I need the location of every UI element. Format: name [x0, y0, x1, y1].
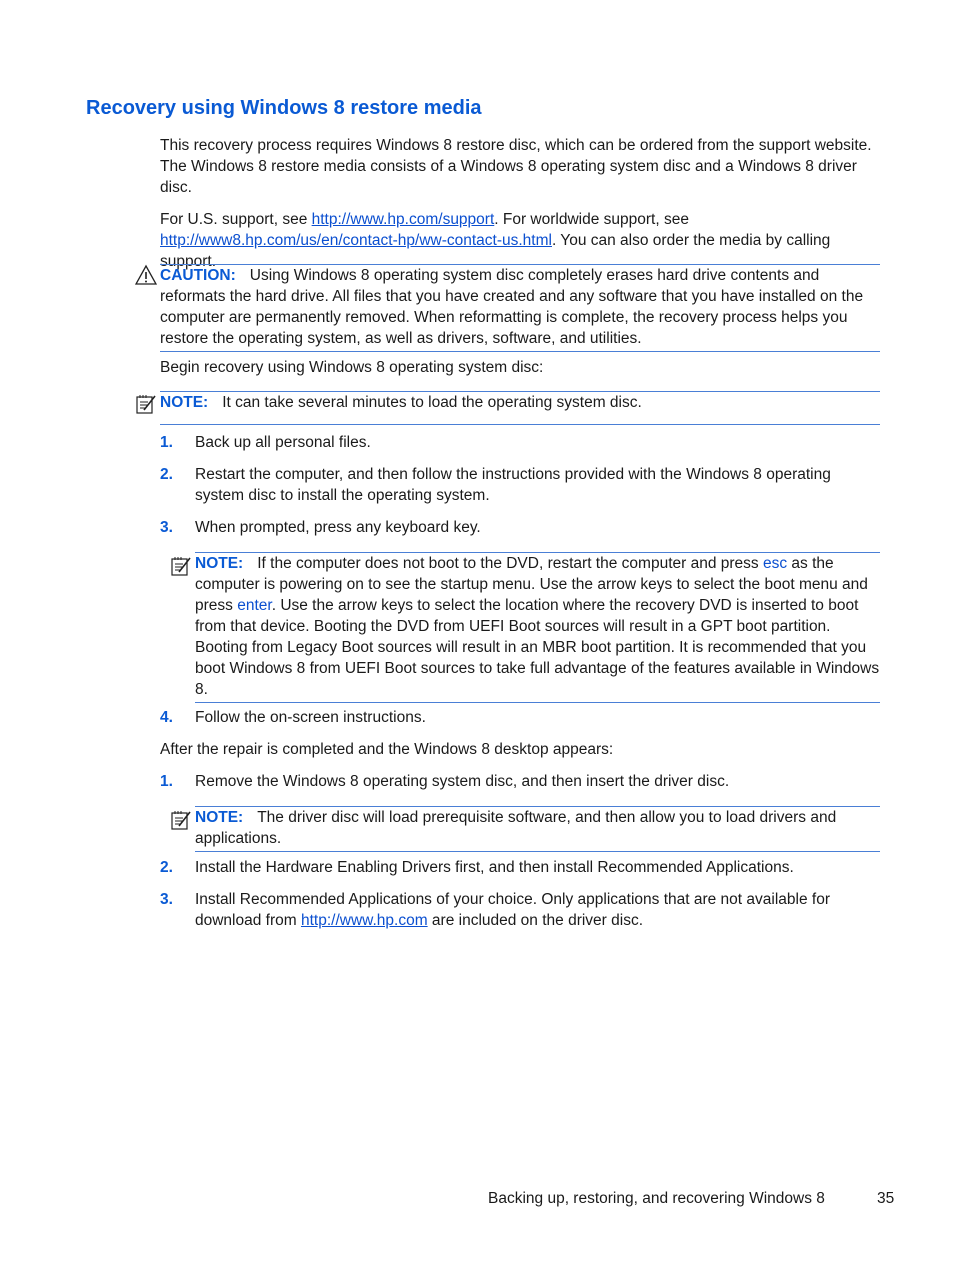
hp-link[interactable]: http://www.hp.com — [300, 912, 428, 929]
list-item — [160, 889, 880, 931]
note-box-1 — [160, 391, 880, 425]
note-text: The driver disc will load prerequisite software, and then allow you to load drivers and applications. — [195, 809, 837, 847]
begin-paragraph: Begin recovery using Windows 8 operating system disc: — [160, 359, 544, 376]
support-link-us[interactable]: http://www.hp.com/support — [311, 211, 495, 228]
section-heading: Recovery using Windows 8 restore media — [86, 97, 482, 119]
step-text: When prompted, press any keyboard key. — [195, 519, 481, 536]
list-item — [160, 432, 880, 453]
after-paragraph: After the repair is completed and the Windows 8 desktop appears: — [160, 741, 614, 758]
support-link-worldwide[interactable]: http://www8.hp.com/us/en/contact-hp/ww-contact-us.html — [160, 232, 552, 249]
list-item — [160, 771, 880, 792]
intro-paragraph: This recovery process requires Windows 8 restore disc, which can be ordered from the support website. The Windows 8 restore media consists of a Windows 8 operating system disc and a Windows 8 driver disc. — [160, 137, 872, 196]
caution-text: Using Windows 8 operating system disc completely erases hard drive contents and reformats the hard drive. All files that you have created and any software that you have installed on the computer are permanently removed. When reformatting is complete, the recovery process helps you restore the operating system, as well as drivers, software, and utilities. — [160, 267, 864, 347]
step-number: 1. — [160, 773, 173, 790]
note-label: NOTE: — [195, 809, 244, 826]
step-text: Install the Hardware Enabling Drivers first, and then install Recommended Applications. — [195, 859, 794, 876]
note-icon — [170, 809, 192, 831]
note-label: NOTE: — [160, 394, 209, 411]
footer-chapter-title: Backing up, restoring, and recovering Windows 8 — [488, 1190, 825, 1207]
step-number: 1. — [160, 434, 173, 451]
step-number: 3. — [160, 891, 173, 908]
note-text: It can take several minutes to load the operating system disc. — [222, 394, 642, 411]
step-text: Remove the Windows 8 operating system disc, and then insert the driver disc. — [195, 773, 730, 790]
page-number: 35 — [877, 1190, 895, 1207]
caution-label: CAUTION: — [160, 267, 236, 284]
caution-icon — [135, 264, 157, 286]
step-number: 2. — [160, 859, 173, 876]
step-text: Follow the on-screen instructions. — [195, 709, 426, 726]
caution-box — [160, 264, 880, 352]
list-item — [160, 857, 880, 878]
support-paragraph: For U.S. support, see http://www.hp.com/support. For worldwide support, see http://www8.hp.com/us/en/contact-hp/ww-contact-us.html. You can also order the media by calling support. — [160, 211, 831, 270]
note-label: NOTE: — [195, 555, 244, 572]
note-icon — [135, 393, 157, 415]
esc-key: esc — [762, 555, 788, 572]
step-text: Restart the computer, and then follow the instructions provided with the Windows 8 operating system disc to install the operating system. — [195, 466, 831, 504]
list-item — [160, 517, 880, 538]
enter-key: enter — [237, 597, 272, 614]
step-number: 3. — [160, 519, 173, 536]
step-text: Install Recommended Applications of your choice. Only applications that are not available for download from http://www.hp.com are included on the driver disc. — [195, 891, 830, 929]
list-item — [160, 464, 880, 506]
note-box-2: NOTE: If the computer does not boot to the DVD, restart the computer and press esc as the computer is powering on to see the startup menu. Use the arrow keys to select the boot menu and press enter. Use the arrow keys to select the location where the recovery DVD is inserted to boot from that device. Booting the DVD from UEFI Boot sources will result in a GPT boot partition. Booting from Legacy Boot sources will result in an MBR boot partition. It is recommended that you boot Windows 8 from UEFI Boot sources to take full advantage of the features available in Windows 8. — [195, 552, 880, 703]
step-number: 4. — [160, 709, 173, 726]
step-text: Back up all personal files. — [195, 434, 371, 451]
list-item — [160, 707, 880, 728]
note-box-3 — [195, 806, 880, 852]
note-icon — [170, 555, 192, 577]
step-number: 2. — [160, 466, 173, 483]
